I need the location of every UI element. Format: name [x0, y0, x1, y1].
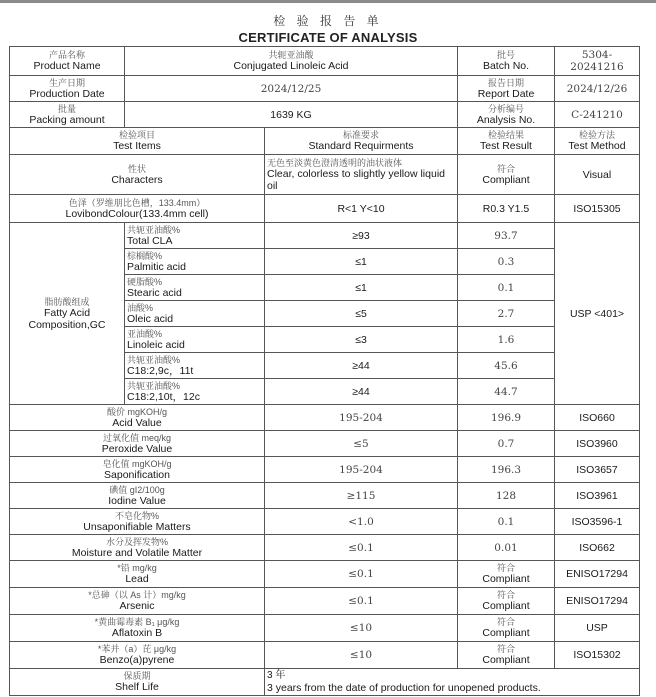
fatty-requirement: ≥44: [265, 353, 458, 379]
contaminant-label: *黄曲霉毒素 B₁ μg/kg Aflatoxin B: [10, 615, 265, 642]
shelf-life-row: [10, 669, 640, 696]
report-date-value: 2024/12/26: [555, 76, 640, 102]
fatty-item-label: 共轭亚油酸% Total CLA: [125, 223, 265, 249]
production-date-label: 生产日期 Production Date: [10, 76, 125, 102]
document-title: CERTIFICATE OF ANALYSIS: [238, 30, 418, 45]
contaminant-requirement: ≤0.1: [265, 588, 458, 615]
column-header-row: [10, 128, 640, 155]
analysis-no-label: 分析编号 Analysis No.: [458, 102, 555, 128]
test-result: 0.1: [458, 509, 555, 535]
test-label: 皂化值 mgKOH/g Saponification: [10, 457, 265, 483]
packing-amount-value: 1639 KG: [125, 102, 458, 128]
contaminant-row: [10, 588, 640, 615]
test-label: 不皂化物% Unsaponifiable Matters: [10, 509, 265, 535]
contaminant-method: USP: [555, 615, 640, 642]
header-row-dates: [10, 76, 640, 102]
contaminant-requirement: ≤10: [265, 615, 458, 642]
product-name-label: 产品名称 Product Name: [10, 47, 125, 76]
title-chinese: 检 验 报 告 单: [273, 14, 383, 28]
fatty-item-label: 硬脂酸% Stearic acid: [125, 275, 265, 301]
characters-result: 符合 Compliant: [458, 155, 555, 195]
fatty-requirement: ≤5: [265, 301, 458, 327]
fatty-item-label: 油酸% Oleic acid: [125, 301, 265, 327]
test-row: [10, 483, 640, 509]
contaminant-row: [10, 642, 640, 669]
contaminant-label: *总砷（以 As 计）mg/kg Arsenic: [10, 588, 265, 615]
production-date-value: 2024/12/25: [125, 76, 458, 102]
contaminant-method: ENISO17294: [555, 561, 640, 588]
top-border: [0, 0, 656, 3]
characters-label: 性状 Characters: [10, 155, 265, 195]
fatty-row: [10, 223, 640, 249]
fatty-result: 1.6: [458, 327, 555, 353]
colour-result: R0.3 Y1.5: [458, 195, 555, 223]
contaminant-result: 符合 Compliant: [458, 588, 555, 615]
shelf-life-value: 3 年 3 years from the date of production for unopened products.: [265, 669, 640, 696]
col-header-method: 检验方法 Test Method: [555, 128, 640, 155]
contaminant-row: [10, 615, 640, 642]
contaminant-label: *铅 mg/kg Lead: [10, 561, 265, 588]
colour-requirement: R<1 Y<10: [265, 195, 458, 223]
batch-no-value: 5304-20241216: [555, 47, 640, 76]
fatty-acid-method: USP <401>: [555, 223, 640, 405]
test-result: 0.01: [458, 535, 555, 561]
test-label: 过氧化值 meq/kg Peroxide Value: [10, 431, 265, 457]
test-result: 196.9: [458, 405, 555, 431]
test-method: ISO3596-1: [555, 509, 640, 535]
characters-row: [10, 155, 640, 195]
fatty-requirement: ≥93: [265, 223, 458, 249]
test-row: [10, 431, 640, 457]
fatty-item-label: 共轭亚油酸% C18:2,9c，11t: [125, 353, 265, 379]
test-requirement: ≥115: [265, 483, 458, 509]
fatty-requirement: ≤1: [265, 249, 458, 275]
test-result: 196.3: [458, 457, 555, 483]
test-requirement: ≤0.1: [265, 535, 458, 561]
test-method: ISO3960: [555, 431, 640, 457]
test-label: 酸价 mgKOH/g Acid Value: [10, 405, 265, 431]
fatty-result: 44.7: [458, 379, 555, 405]
analysis-no-value: C-241210: [555, 102, 640, 128]
product-name-value: 共轭亚油酸 Conjugated Linoleic Acid: [125, 47, 458, 76]
contaminant-result: 符合 Compliant: [458, 615, 555, 642]
fatty-item-label: 共轭亚油酸% C18:2,10t，12c: [125, 379, 265, 405]
characters-method: Visual: [555, 155, 640, 195]
test-requirement: <1.0: [265, 509, 458, 535]
contaminant-method: ENISO17294: [555, 588, 640, 615]
colour-row: [10, 195, 640, 223]
test-method: ISO662: [555, 535, 640, 561]
test-label: 水分及挥发物% Moisture and Volatile Matter: [10, 535, 265, 561]
fatty-result: 0.1: [458, 275, 555, 301]
contaminant-row: [10, 561, 640, 588]
header-row-packing: [10, 102, 640, 128]
contaminant-result: 符合 Compliant: [458, 642, 555, 669]
certificate-table: [9, 46, 640, 696]
colour-label: 色泽（罗维朋比色槽，133.4mm） LovibondColour(133.4mm cell): [10, 195, 265, 223]
test-requirement: ≤5: [265, 431, 458, 457]
contaminant-result: 符合 Compliant: [458, 561, 555, 588]
fatty-result: 0.3: [458, 249, 555, 275]
fatty-item-label: 亚油酸% Linoleic acid: [125, 327, 265, 353]
test-requirement: 195-204: [265, 405, 458, 431]
fatty-result: 45.6: [458, 353, 555, 379]
col-header-result: 检验结果 Test Result: [458, 128, 555, 155]
shelf-life-label: 保质期 Shelf Life: [10, 669, 265, 696]
contaminant-requirement: ≤0.1: [265, 561, 458, 588]
test-row: [10, 457, 640, 483]
contaminant-method: ISO15302: [555, 642, 640, 669]
contaminant-label: *苯并（a）芘 μg/kg Benzo(a)pyrene: [10, 642, 265, 669]
packing-amount-label: 批量 Packing amount: [10, 102, 125, 128]
test-row: [10, 405, 640, 431]
header-row-product: [10, 47, 640, 76]
contaminant-requirement: ≤10: [265, 642, 458, 669]
fatty-acid-group-label: 脂肪酸组成 Fatty Acid Composition,GC: [10, 223, 125, 405]
test-row: [10, 509, 640, 535]
test-method: ISO3657: [555, 457, 640, 483]
fatty-result: 93.7: [458, 223, 555, 249]
fatty-item-label: 棕榈酸% Palmitic acid: [125, 249, 265, 275]
test-result: 0.7: [458, 431, 555, 457]
test-method: ISO660: [555, 405, 640, 431]
test-row: [10, 535, 640, 561]
col-header-items: 检验项目 Test Items: [10, 128, 265, 155]
col-header-requirements: 标准要求 Standard Requirments: [265, 128, 458, 155]
test-method: ISO3961: [555, 483, 640, 509]
colour-method: ISO15305: [555, 195, 640, 223]
test-requirement: 195-204: [265, 457, 458, 483]
fatty-requirement: ≤1: [265, 275, 458, 301]
test-label: 碘值 gI2/100g Iodine Value: [10, 483, 265, 509]
report-date-label: 报告日期 Report Date: [458, 76, 555, 102]
characters-requirement: 无色至淡黄色澄清透明的油状液体 Clear, colorless to slightly yellow liquid oil: [265, 155, 458, 195]
fatty-requirement: ≤3: [265, 327, 458, 353]
fatty-result: 2.7: [458, 301, 555, 327]
fatty-requirement: ≥44: [265, 379, 458, 405]
test-result: 128: [458, 483, 555, 509]
batch-no-label: 批号 Batch No.: [458, 47, 555, 76]
